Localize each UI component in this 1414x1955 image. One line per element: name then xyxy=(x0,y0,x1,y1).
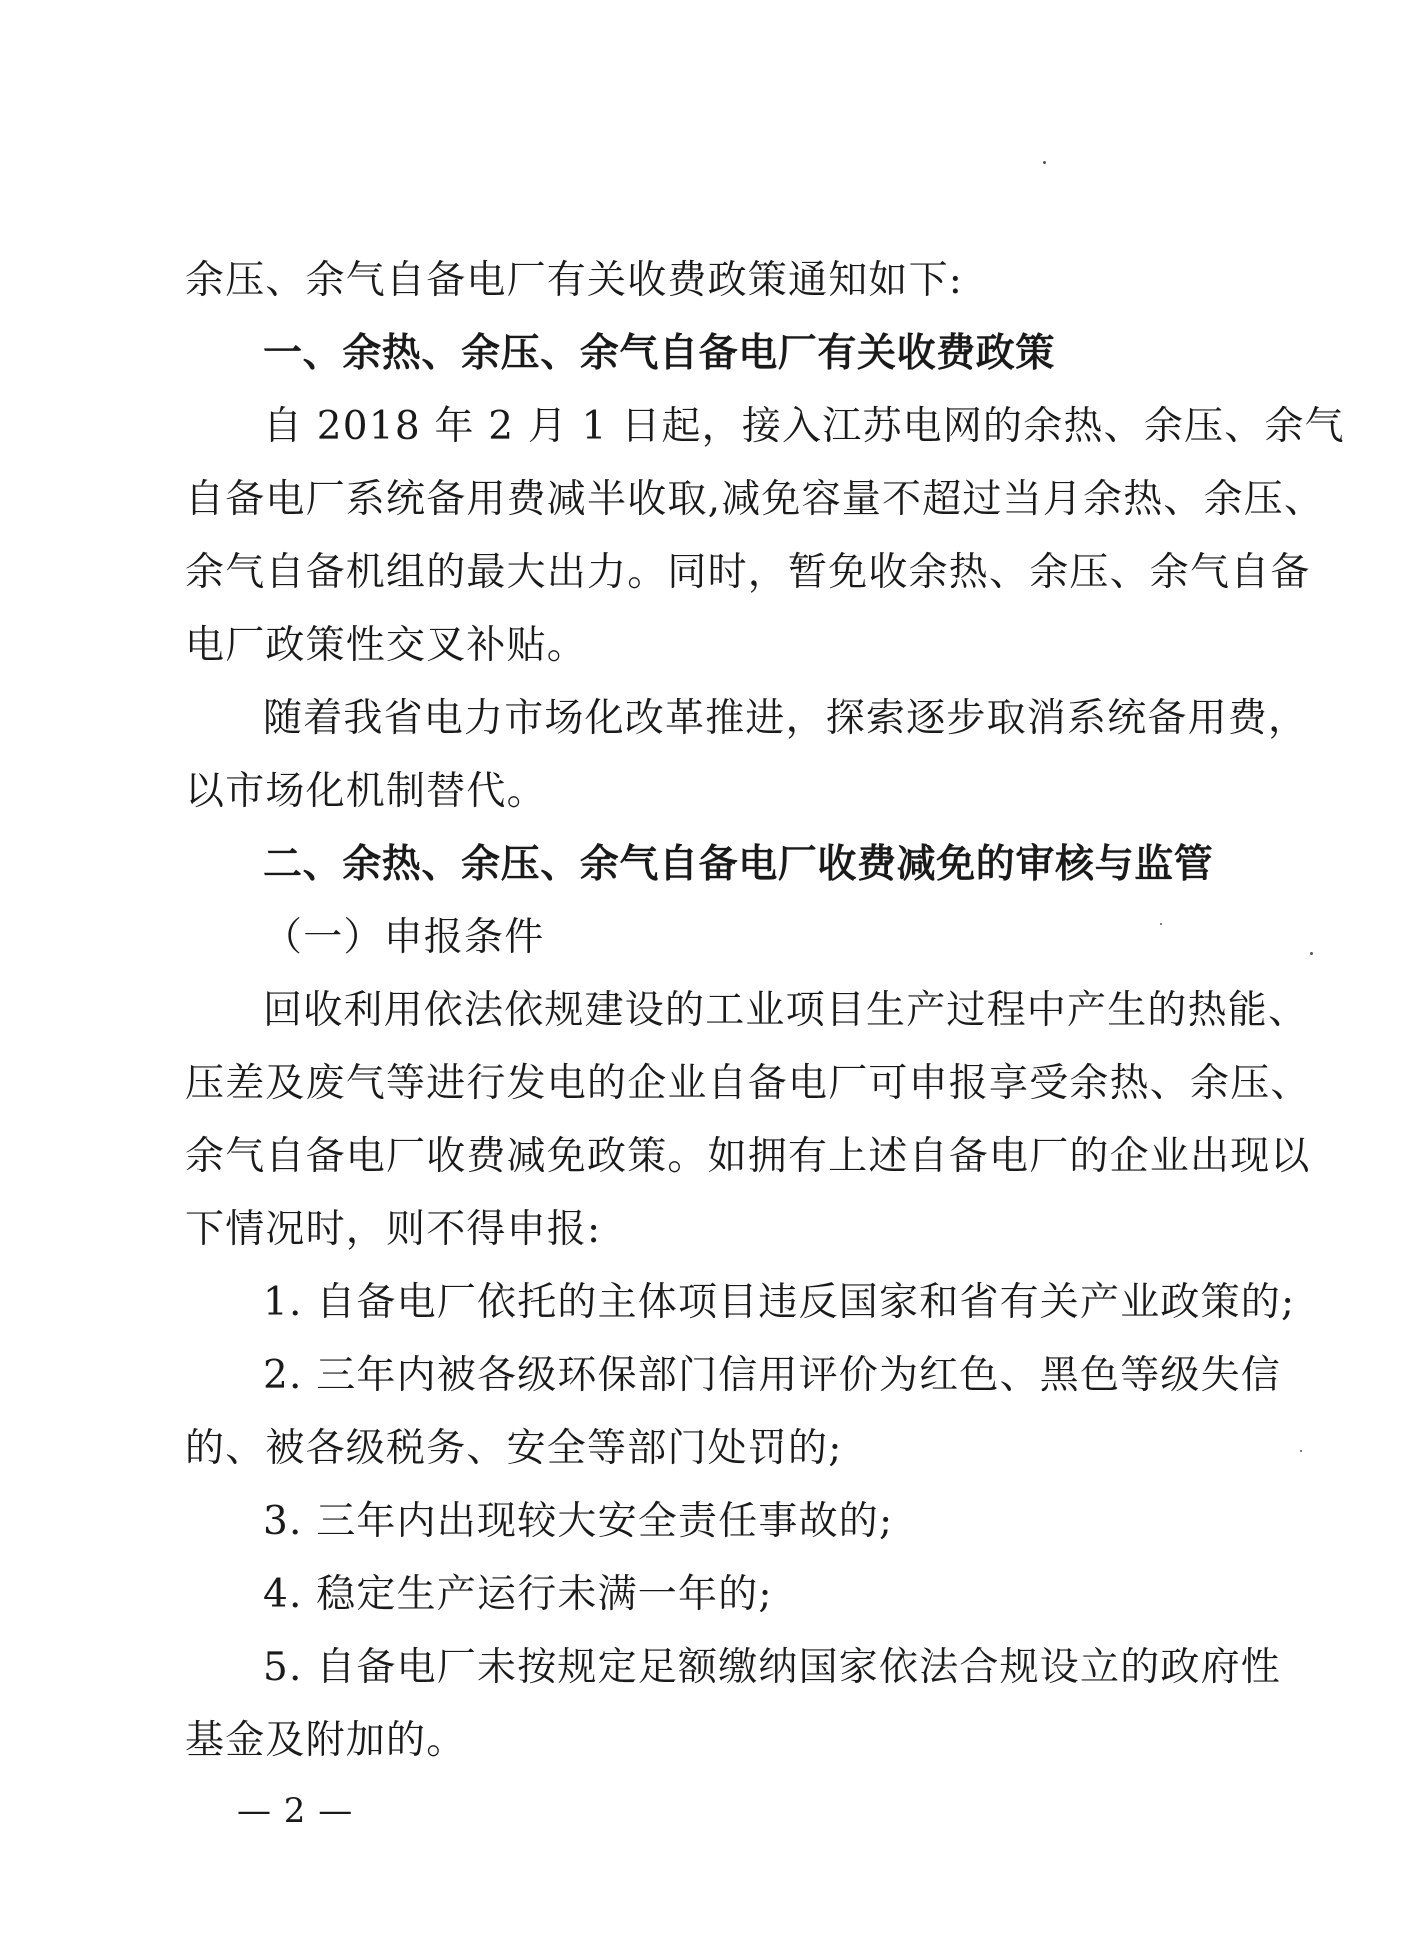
page-number: — 2 — xyxy=(237,1791,354,1831)
scan-speck xyxy=(1043,161,1046,164)
paragraph-line: 自备电厂系统备用费减半收取,减免容量不超过当月余热、余压、 xyxy=(185,477,1325,522)
scan-speck xyxy=(1310,952,1313,955)
text-line: 余压、余气自备电厂有关收费政策通知如下: xyxy=(185,258,964,303)
list-item-continuation: 基金及附加的。 xyxy=(185,1718,467,1763)
paragraph-line: 以市场化机制替代。 xyxy=(185,769,547,814)
paragraph-line: 压差及废气等进行发电的企业自备电厂可申报享受余热、余压、 xyxy=(185,1061,1311,1106)
paragraph-line: 余气自备机组的最大出力。同时，暂免收余热、余压、余气自备 xyxy=(185,550,1311,595)
paragraph-line: 回收利用依法依规建设的工业项目生产过程中产生的热能、 xyxy=(263,988,1309,1033)
list-item: 4. 稳定生产运行未满一年的; xyxy=(263,1572,773,1617)
subsection-heading: （一）申报条件 xyxy=(263,915,545,960)
paragraph-line: 随着我省电力市场化改革推进，探索逐步取消系统备用费， xyxy=(263,696,1309,741)
list-item: 2. 三年内被各级环保部门信用评价为红色、黑色等级失信 xyxy=(263,1353,1282,1398)
list-item: 3. 三年内出现较大安全责任事故的; xyxy=(263,1499,894,1544)
section-heading-1: 一、余热、余压、余气自备电厂有关收费政策 xyxy=(263,330,1056,376)
document-body xyxy=(185,244,1345,1777)
scan-speck xyxy=(1300,1450,1302,1452)
list-item: 5. 自备电厂未按规定足额缴纳国家依法合规设立的政府性 xyxy=(263,1645,1282,1690)
paragraph-line: 余气自备电厂收费减免政策。如拥有上述自备电厂的企业出现以 xyxy=(185,1134,1311,1179)
list-item-continuation: 的、被各级税务、安全等部门处罚的; xyxy=(185,1426,843,1471)
paragraph-line: 自 2018 年 2 月 1 日起，接入江苏电网的余热、余压、余气 xyxy=(263,404,1345,449)
section-heading-2: 二、余热、余压、余气自备电厂收费减免的审核与监管 xyxy=(263,841,1214,887)
scan-speck xyxy=(1160,923,1162,925)
paragraph-line: 电厂政策性交叉补贴。 xyxy=(185,623,588,668)
list-item: 1. 自备电厂依托的主体项目违反国家和省有关产业政策的; xyxy=(263,1280,1296,1325)
paragraph-line: 下情况时，则不得申报: xyxy=(185,1207,602,1252)
